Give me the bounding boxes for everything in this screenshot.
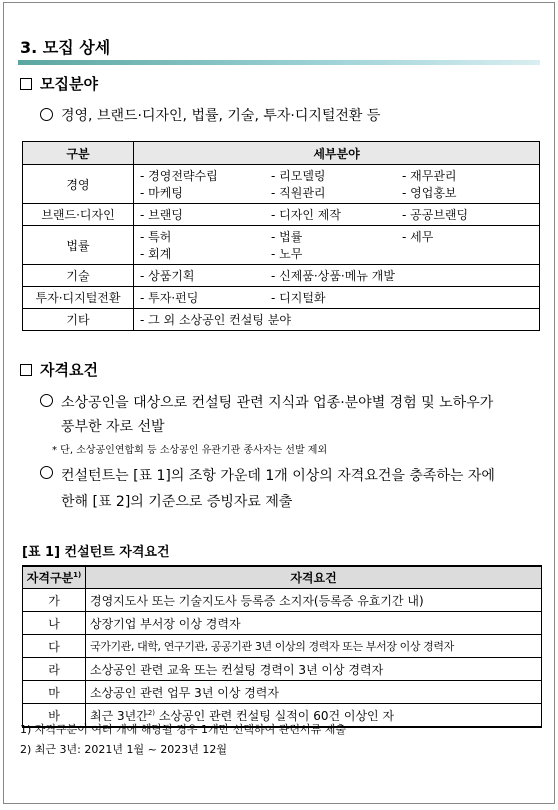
table-row — [23, 265, 540, 287]
field-heading-text: 모집분야 — [40, 75, 98, 93]
table-row: 라 소상공인 관련 교육 또는 컨설팅 경력이 3년 이상 경력자 — [23, 658, 542, 681]
field-summary-text: 경영, 브랜드·디자인, 법률, 기술, 투자·디지털전환 등 — [61, 108, 381, 124]
square-bullet-icon — [20, 78, 32, 90]
footnote: 1) 자격구분이 여러 개에 해당될 경우 1개만 선택하여 관련서류 제출 — [20, 723, 347, 736]
category-cell: 법률 — [23, 226, 134, 265]
circle-bullet-icon — [40, 394, 53, 407]
header-code: 자격구분$^{1)}$ — [23, 566, 86, 589]
qualification-heading — [20, 359, 98, 380]
table2-caption: [표 1] 컨설턴트 자격요건 — [22, 545, 170, 560]
header-detail: 세부분야 — [134, 142, 540, 165]
detail-cell: - 그 외 소상공인 컨설팅 분야 — [134, 309, 540, 331]
document-page — [3, 2, 555, 804]
field-summary — [40, 105, 380, 125]
table-row: 바 최근 3년간$^{2)}$ 소상공인 관련 컨설팅 실적이 60건 이상인 자 — [23, 704, 542, 728]
qualification-text: 한해 [표 2]의 기준으로 증빙자료 제출 — [61, 494, 293, 510]
table-header-row — [23, 142, 540, 165]
field-table — [22, 141, 540, 331]
title-underline — [18, 60, 540, 65]
circle-bullet-icon — [40, 466, 53, 479]
qualification-table — [22, 565, 542, 728]
field-heading — [20, 73, 98, 94]
table-row — [23, 204, 540, 226]
table-row — [23, 287, 540, 309]
category-cell: 경영 — [23, 165, 134, 204]
detail-cell: - 투자·펀딩 - 디지털화 — [134, 287, 540, 309]
section-title: 3. 모집 상세 — [20, 38, 111, 57]
category-cell: 기술 — [23, 265, 134, 287]
table-row: 나 상장기업 부서장 이상 경력자 — [23, 612, 542, 635]
table-row — [23, 165, 540, 204]
category-cell: 기타 — [23, 309, 134, 331]
table-row: 다 국가기관, 대학, 연구기관, 공공기관 3년 이상의 경력자 또는 부서장 이상 경력자 — [23, 635, 542, 658]
square-bullet-icon — [20, 364, 32, 376]
header-requirement: 자격요건 — [86, 566, 542, 589]
table-row: 마 소상공인 관련 업무 3년 이상 경력자 — [23, 681, 542, 704]
detail-cell: - 특허 - 법률 - 세무 - 회계 - 노무 — [134, 226, 540, 265]
header-category: 구분 — [23, 142, 134, 165]
qualification-text: 풍부한 자로 선발 — [61, 419, 165, 435]
qualification-heading-text: 자격요건 — [40, 361, 98, 379]
detail-cell: - 상품기획 - 신제품·상품·메뉴 개발 — [134, 265, 540, 287]
detail-cell: - 브랜딩 - 디자인 제작 - 공공브랜딩 — [134, 204, 540, 226]
footnote: 2) 최근 3년: 2021년 1월 ~ 2023년 12월 — [20, 743, 228, 756]
circle-bullet-icon — [40, 108, 53, 121]
detail-cell: - 경영전략수립 - 리모델링 - 재무관리 - 마케팅 - 직원관리 - 영업홍보 — [134, 165, 540, 204]
table-row — [23, 309, 540, 331]
exclusion-note: * 단, 소상공인연합회 등 소상공인 유관기관 종사자는 선발 제외 — [52, 445, 328, 456]
qualification-text: 소상공인을 대상으로 컨설팅 관련 지식과 업종·분야별 경험 및 노하우가 — [61, 395, 494, 411]
table-row: 가 경영지도사 또는 기술지도사 등록증 소지자(등록증 유효기간 내) — [23, 589, 542, 612]
qualification-item-2 — [40, 463, 540, 515]
table-header-row — [23, 566, 542, 589]
table-row — [23, 226, 540, 265]
qualification-text: 컨설턴트는 [표 1]의 조항 가운데 1개 이상의 자격요건을 충족하는 자에 — [61, 468, 495, 484]
qualification-item-1 — [40, 391, 540, 439]
category-cell: 투자·디지털전환 — [23, 287, 134, 309]
category-cell: 브랜드·디자인 — [23, 204, 134, 226]
